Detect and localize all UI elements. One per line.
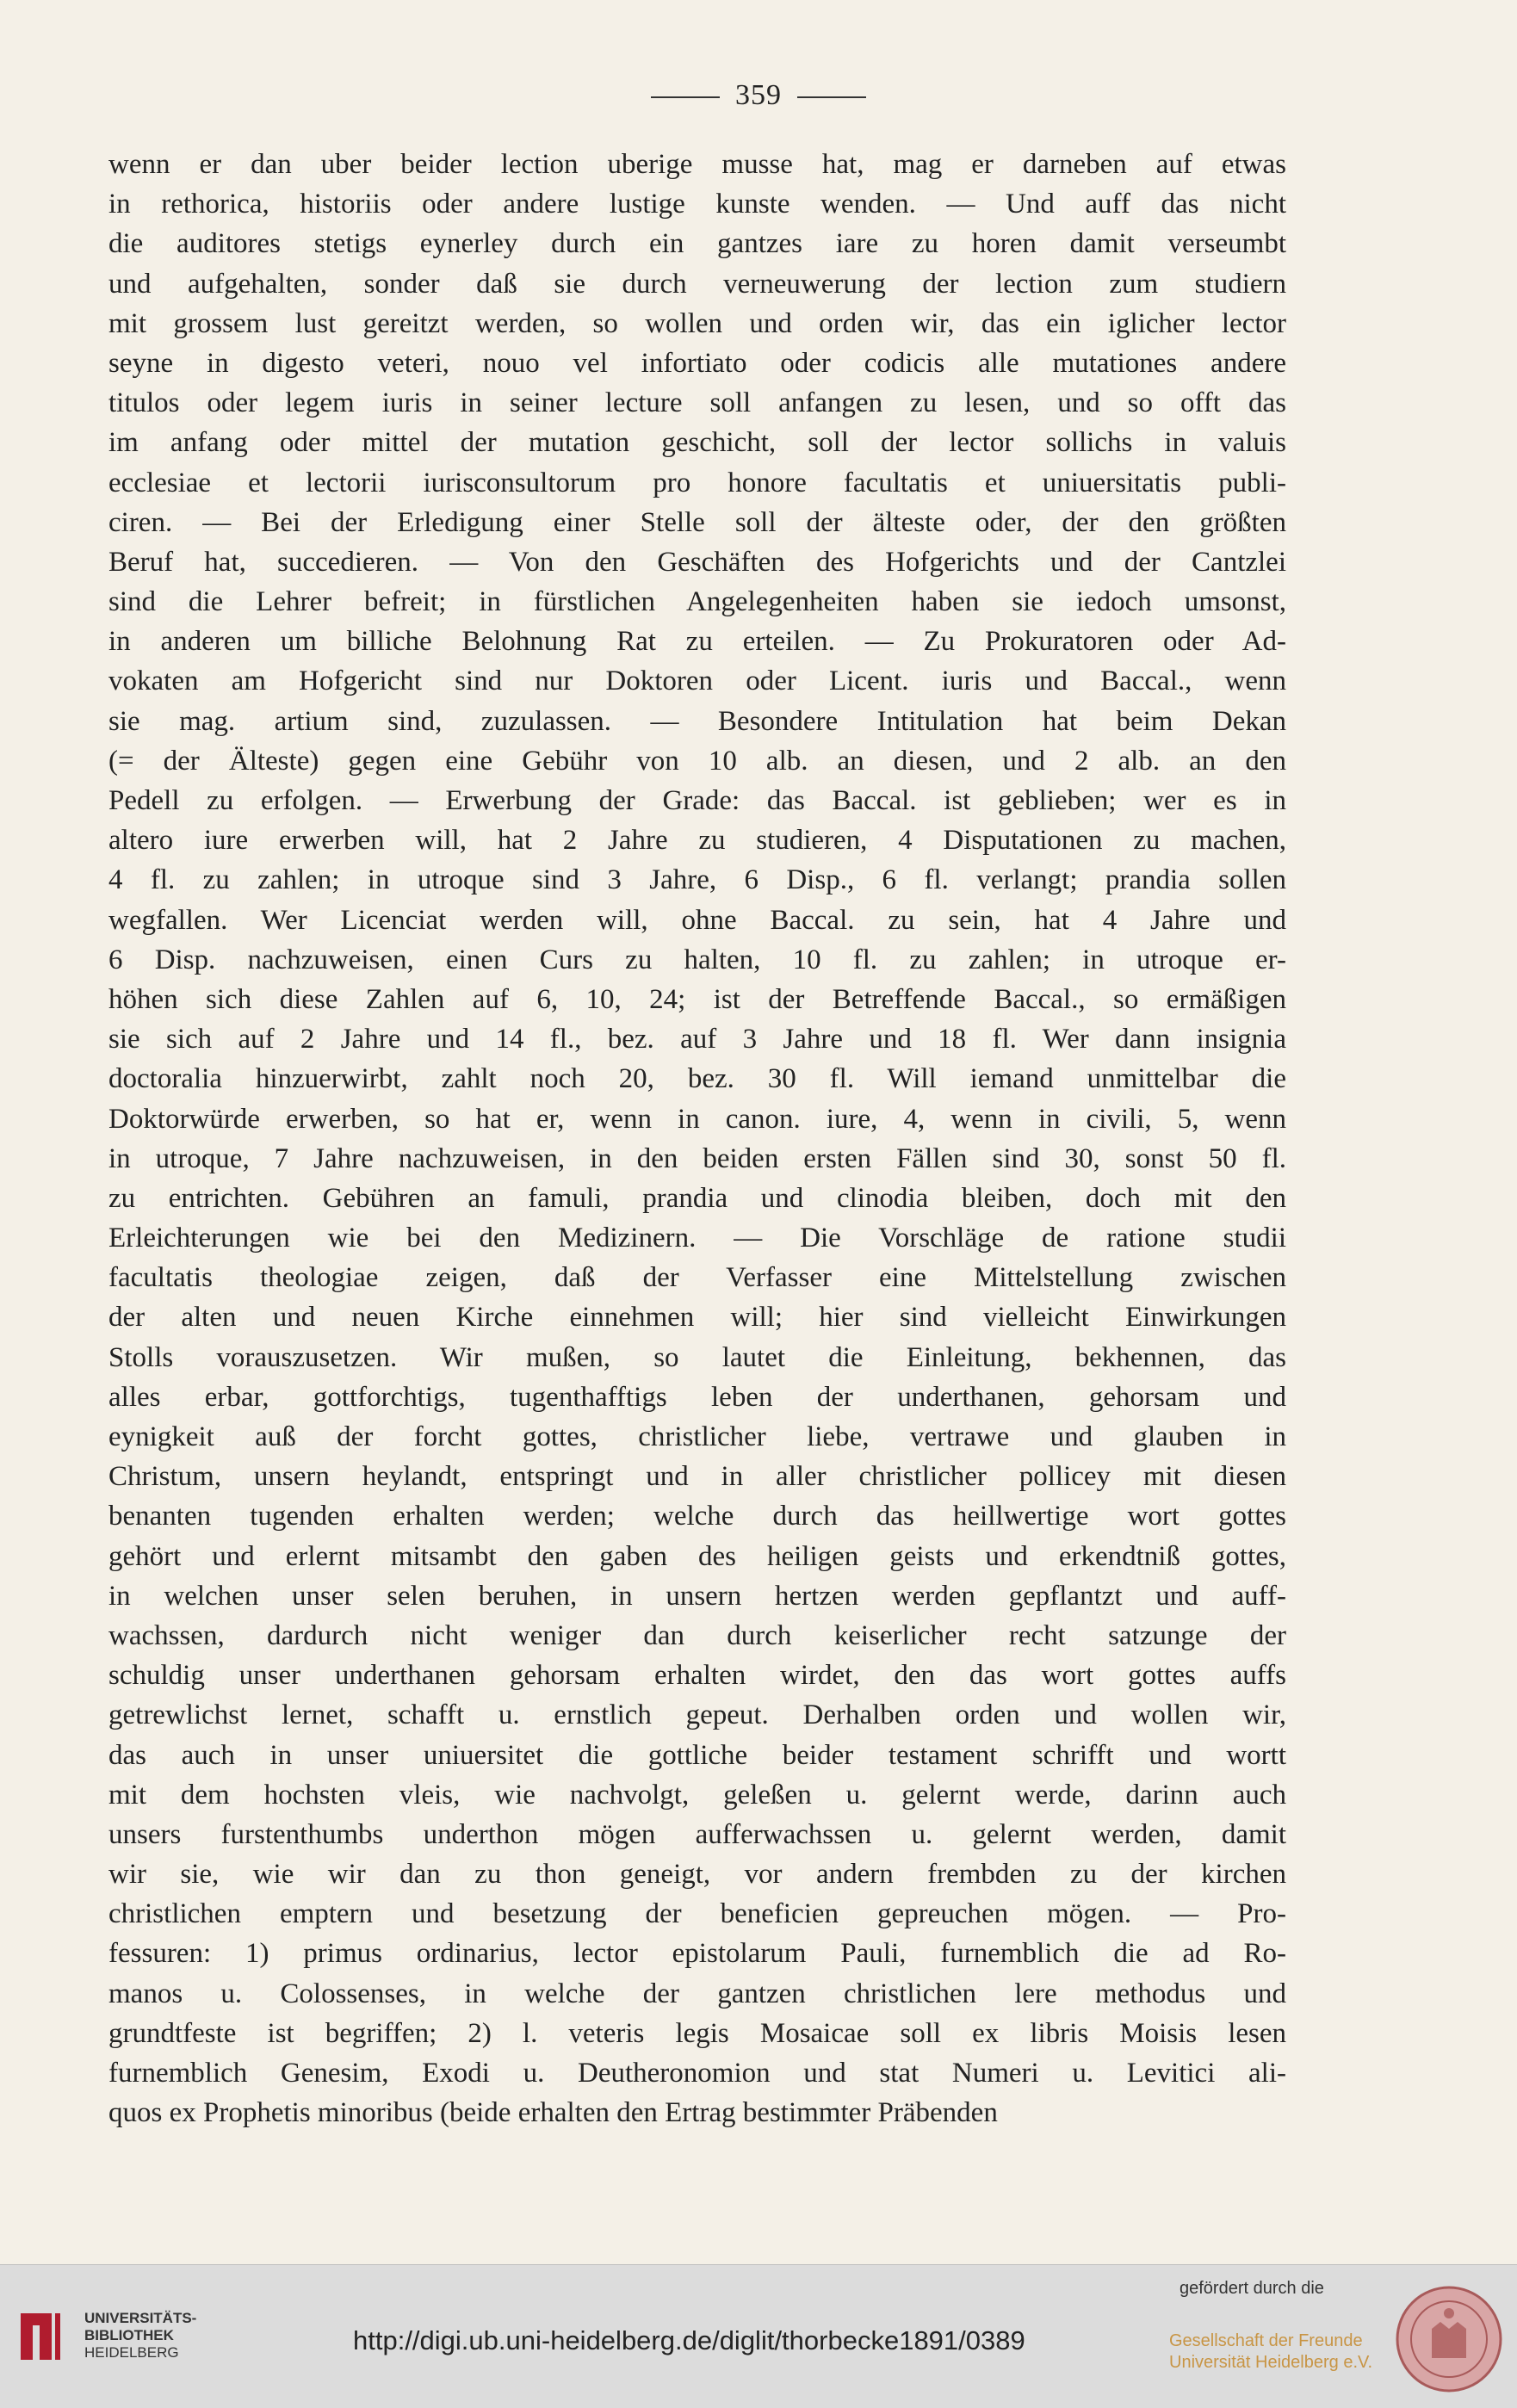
text-line: seyne in digesto veteri, nouo vel infortiato oder codicis alle mutationes andere — [108, 347, 1286, 379]
text-line: das auch in unser uniuersitet die gottliche beider testament schrifft und wortt — [108, 1739, 1286, 1771]
library-name-line1: UNIVERSITÄTS- — [84, 2310, 197, 2326]
text-line: Erleichterungen wie bei den Medizinern. — Die Vorschläge de ratione studii — [108, 1223, 1286, 1254]
text-line: in utroque, 7 Jahre nachzuweisen, in den beiden ersten Fällen sind 30, sonst 50 fl. — [108, 1142, 1286, 1174]
text-line: Doktorwürde erwerben, so hat er, wenn in canon. iure, 4, wenn in civili, 5, wenn — [108, 1103, 1286, 1135]
sponsor-name-line1: Gesellschaft der Freunde — [1169, 2331, 1363, 2350]
library-name-line2: BIBLIOTHEK — [84, 2327, 174, 2343]
library-name — [84, 2310, 196, 2362]
text-line: manos u. Colossenses, in welche der gantzen christlichen lere methodus und — [108, 1978, 1286, 2009]
text-line: getrewlichst lernet, schafft u. ernstlich gepeut. Derhalben orden und wollen wir, — [108, 1699, 1286, 1731]
text-line: altero iure erwerben will, hat 2 Jahre zu studieren, 4 Disputationen zu machen, — [108, 825, 1286, 857]
page-number: 359 — [735, 79, 782, 111]
text-line: und aufgehalten, sonder daß sie durch verneuwerung der lection zum studiern — [108, 268, 1286, 300]
text-line: schuldig unser underthanen gehorsam erhalten wirdet, den das wort gottes auffs — [108, 1660, 1286, 1692]
text-line: zu entrichten. Gebühren an famuli, prandia und clinodia bleiben, doch mit den — [108, 1182, 1286, 1214]
text-line: gehört und erlernt mitsambt den gaben des heiligen geists und erkendtniß gottes, — [108, 1540, 1286, 1572]
text-line: höhen sich diese Zahlen auf 6, 10, 24; ist der Betreffende Baccal., so ermäßigen — [108, 983, 1286, 1015]
text-line: die auditores stetigs eynerley durch ein gantzes iare zu horen damit verseumbt — [108, 228, 1286, 260]
text-line: im anfang oder mittel der mutation geschicht, soll der lector sollichs in valuis — [108, 427, 1286, 459]
text-line: in rethorica, historiis oder andere lustige kunste wenden. — Und auff das nicht — [108, 189, 1286, 220]
text-line: wachssen, dardurch nicht weniger dan durch keiserlicher recht satzunge der — [108, 1619, 1286, 1651]
text-line: 6 Disp. nachzuweisen, einen Curs zu halten, 10 fl. zu zahlen; in utroque er- — [108, 944, 1286, 975]
text-line: 4 fl. zu zahlen; in utroque sind 3 Jahre, 6 Disp., 6 fl. verlangt; prandia sollen — [108, 864, 1286, 896]
permalink-url[interactable]: http://digi.ub.uni-heidelberg.de/diglit/thorbecke1891/0389 — [353, 2325, 1025, 2355]
text-line: Christum, unsern heylandt, entspringt und in aller christlicher pollicey mit diesen — [108, 1461, 1286, 1493]
text-line: sind die Lehrer befreit; in fürstlichen Angelegenheiten haben sie iedoch umsonst, — [108, 586, 1286, 618]
text-line: in welchen unser selen beruhen, in unsern hertzen werden gepflantzt und auff- — [108, 1580, 1286, 1612]
text-line: Pedell zu erfolgen. — Erwerbung der Grade: das Baccal. ist geblieben; wer es in — [108, 785, 1286, 816]
text-line: grundtfeste ist begriffen; 2) l. veteris legis Mosaicae soll ex libris Moisis lesen — [108, 2017, 1286, 2049]
page-number-header — [0, 79, 1517, 112]
text-line: alles erbar, gottforchtigs, tugenthafftigs leben der underthanen, gehorsam und — [108, 1381, 1286, 1413]
text-line: wenn er dan uber beider lection uberige musse hat, mag er darneben auf etwas — [108, 149, 1286, 180]
text-line: ciren. — Bei der Erledigung einer Stelle soll der älteste oder, der den größten — [108, 506, 1286, 538]
text-line: benanten tugenden erhalten werden; welche durch das heillwertige wort gottes — [108, 1501, 1286, 1532]
text-line: in anderen um billiche Belohnung Rat zu erteilen. — Zu Prokuratoren oder Ad- — [108, 626, 1286, 658]
text-line: furnemblich Genesim, Exodi u. Deutheronomion und stat Numeri u. Levitici ali- — [108, 2058, 1286, 2089]
text-line: mit grossem lust gereitzt werden, so wollen und orden wir, das ein iglicher lector — [108, 307, 1286, 339]
text-line: Stolls vorauszusetzen. Wir mußen, so lautet die Einleitung, bekhennen, das — [108, 1341, 1286, 1373]
text-line: mit dem hochsten vleis, wie nachvolgt, geleßen u. gelernt werde, darinn auch — [108, 1779, 1286, 1811]
text-line: wegfallen. Wer Licenciat werden will, ohne Baccal. zu sein, hat 4 Jahre und — [108, 904, 1286, 936]
text-line: Beruf hat, succedieren. — Von den Geschäften des Hofgerichts und der Cantzlei — [108, 546, 1286, 578]
text-line: christlichen emptern und besetzung der beneficien gepreuchen mögen. — Pro- — [108, 1898, 1286, 1930]
text-line: unsers furstenthumbs underthon mögen aufferwachssen u. gelernt werden, damit — [108, 1818, 1286, 1850]
text-line: sie mag. artium sind, zuzulassen. — Besondere Intitulation hat beim Dekan — [108, 705, 1286, 737]
text-line: der alten und neuen Kirche einnehmen will; hier sind vielleicht Einwirkungen — [108, 1302, 1286, 1334]
text-line: doctoralia hinzuerwirbt, zahlt noch 20, bez. 30 fl. Will iemand unmittelbar die — [108, 1063, 1286, 1095]
right-dash — [797, 96, 866, 98]
text-line: quos ex Prophetis minoribus (beide erhalten den Ertrag bestimmter Präbenden — [108, 2097, 998, 2129]
text-line: titulos oder legem iuris in seiner lecture soll anfangen zu lesen, und so offt das — [108, 387, 1286, 419]
text-line: wir sie, wie wir dan zu thon geneigt, vor andern frembden zu der kirchen — [108, 1859, 1286, 1891]
university-seal-icon — [1393, 2279, 1505, 2399]
text-line: fessuren: 1) primus ordinarius, lector epistolarum Pauli, furnemblich die ad Ro- — [108, 1938, 1286, 1970]
text-line: (= der Älteste) gegen eine Gebühr von 10 alb. an diesen, und 2 alb. an den — [108, 745, 1286, 777]
library-logo-icon — [14, 2306, 65, 2367]
text-line: ecclesiae et lectorii iurisconsultorum pro honore facultatis et uniuersitatis publi- — [108, 467, 1286, 498]
footer-bar — [0, 2264, 1517, 2408]
sponsor-name-line2: Universität Heidelberg e.V. — [1169, 2353, 1373, 2372]
left-dash — [651, 96, 720, 98]
text-line: eynigkeit auß der forcht gottes, christlicher liebe, vertrawe und glauben in — [108, 1421, 1286, 1452]
body-text — [108, 145, 1286, 2133]
sponsor-name — [1169, 2331, 1372, 2374]
text-line: sie sich auf 2 Jahre und 14 fl., bez. auf 3 Jahre und 18 fl. Wer dann insignia — [108, 1024, 1286, 1055]
library-name-line3: HEIDELBERG — [84, 2344, 179, 2361]
text-line: facultatis theologiae zeigen, daß der Verfasser eine Mittelstellung zwischen — [108, 1262, 1286, 1294]
sponsor-label: gefördert durch die — [1180, 2279, 1324, 2298]
text-line: vokaten am Hofgericht sind nur Doktoren oder Licent. iuris und Baccal., wenn — [108, 665, 1286, 697]
